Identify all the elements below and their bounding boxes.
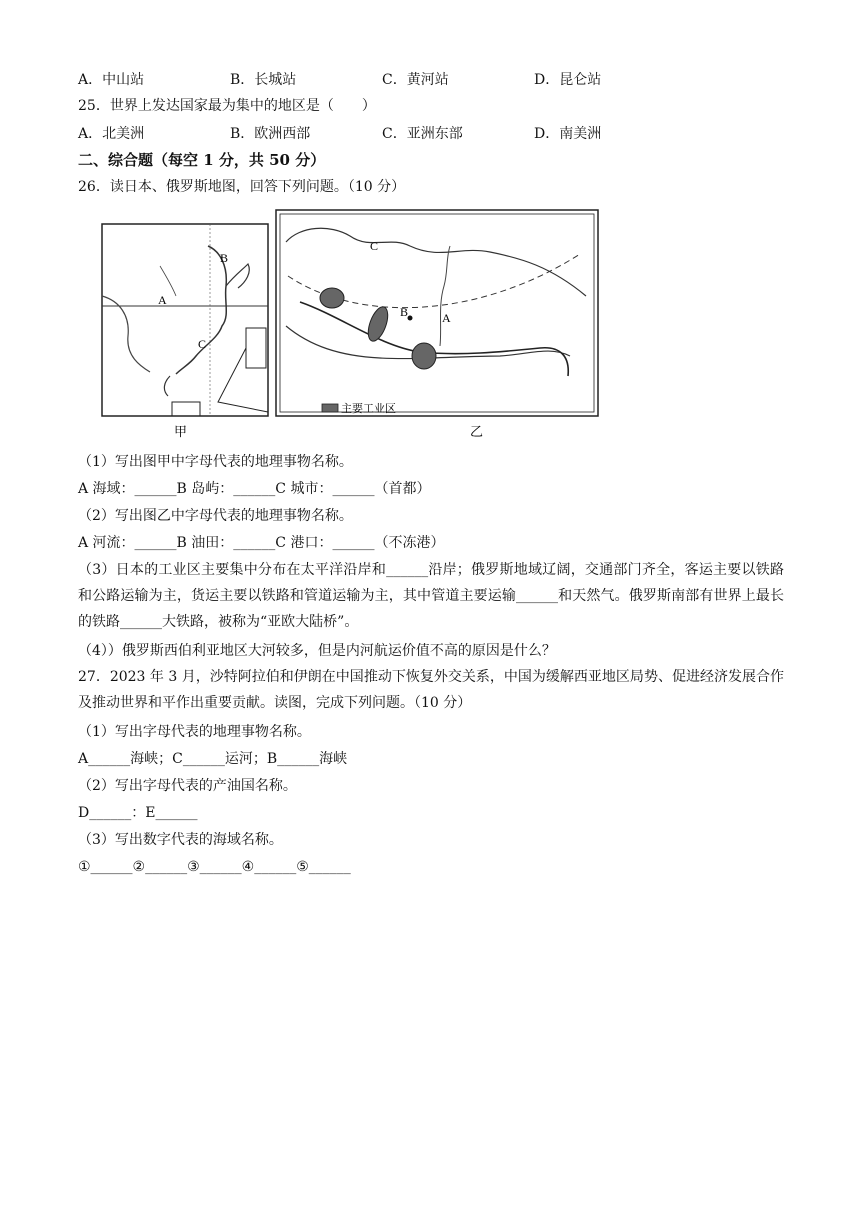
map-japan-label-b: B <box>220 251 229 265</box>
map-russia-label-b: B <box>400 305 409 319</box>
q26-map-figure <box>100 206 620 446</box>
q25-stem: 25．世界上发达国家最为集中的地区是（ ） <box>78 98 376 114</box>
q27-part3: （3）写出数字代表的海域名称。 <box>78 832 283 848</box>
q25-options <box>78 124 778 144</box>
q27-stem: 27．2023 年 3 月，沙特阿拉伯和伊朗在中国推动下恢复外交关系，中国为缓解西亚地区局势、促进经济发展合作及推动世界和平作出重要贡献。读图，完成下列问题。（10 分） <box>78 669 784 711</box>
q26-maps <box>100 206 620 446</box>
map-caption-yi: 乙 <box>470 424 484 439</box>
legend-label: 主要工业区 <box>341 403 396 415</box>
q27-part1: （1）写出字母代表的地理事物名称。 <box>78 724 311 740</box>
q25-option-b: B．欧洲西部 <box>230 126 311 142</box>
q26-part2: （2）写出图乙中字母代表的地理事物名称。 <box>78 508 353 524</box>
q24-option-d: D．昆仑站 <box>534 72 602 88</box>
q24-options <box>78 70 778 90</box>
q27-part2-blanks: D______：E______ <box>78 805 198 821</box>
section-heading: 二、综合题（每空 1 分，共 50 分） <box>78 151 326 169</box>
q26-part3: （3）日本的工业区主要集中分布在太平洋沿岸和______沿岸；俄罗斯地域辽阔，交通部门齐全，客运主要以铁路和公路运输为主，货运主要以铁路和管道运输为主，其中管道主要运输______和天然气。俄罗斯南部有世界上最长的铁路______大铁路，被称为“亚欧大陆桥”。 <box>78 562 784 630</box>
q27-part1-blanks: A______海峡；C______运河；B______海峡 <box>78 751 348 767</box>
q25-option-c: C．亚洲东部 <box>382 126 463 142</box>
map-russia <box>276 210 598 416</box>
q25-option-d: D．南美洲 <box>534 126 602 142</box>
q24-option-c: C．黄河站 <box>382 72 449 88</box>
q26-part4: （4））俄罗斯西伯利亚地区大河较多，但是内河航运价值不高的原因是什么？ <box>78 643 556 659</box>
q26-stem: 26．读日本、俄罗斯地图，回答下列问题。（10 分） <box>78 179 406 195</box>
q26-part1-blanks: A 海域：______B 岛屿：______C 城市：______（首都） <box>78 481 431 497</box>
q25-option-a: A．北美洲 <box>78 126 145 142</box>
q27-part3-blanks: ①______②______③______④______⑤______ <box>78 859 351 875</box>
map-japan <box>102 224 268 416</box>
map-japan-label-c: C <box>198 337 207 351</box>
map-japan-label-a: A <box>158 293 167 307</box>
map-caption-jia: 甲 <box>174 424 188 439</box>
q26-part1: （1）写出图甲中字母代表的地理事物名称。 <box>78 454 353 470</box>
q26-part2-blanks: A 河流：______B 油田：______C 港口：______（不冻港） <box>78 535 445 551</box>
q24-option-a: A．中山站 <box>78 72 145 88</box>
map-russia-label-a: A <box>442 311 451 325</box>
legend-swatch <box>322 404 338 412</box>
map-russia-label-c: C <box>370 239 379 253</box>
q27-part2: （2）写出字母代表的产油国名称。 <box>78 778 297 794</box>
q24-option-b: B．长城站 <box>230 72 297 88</box>
